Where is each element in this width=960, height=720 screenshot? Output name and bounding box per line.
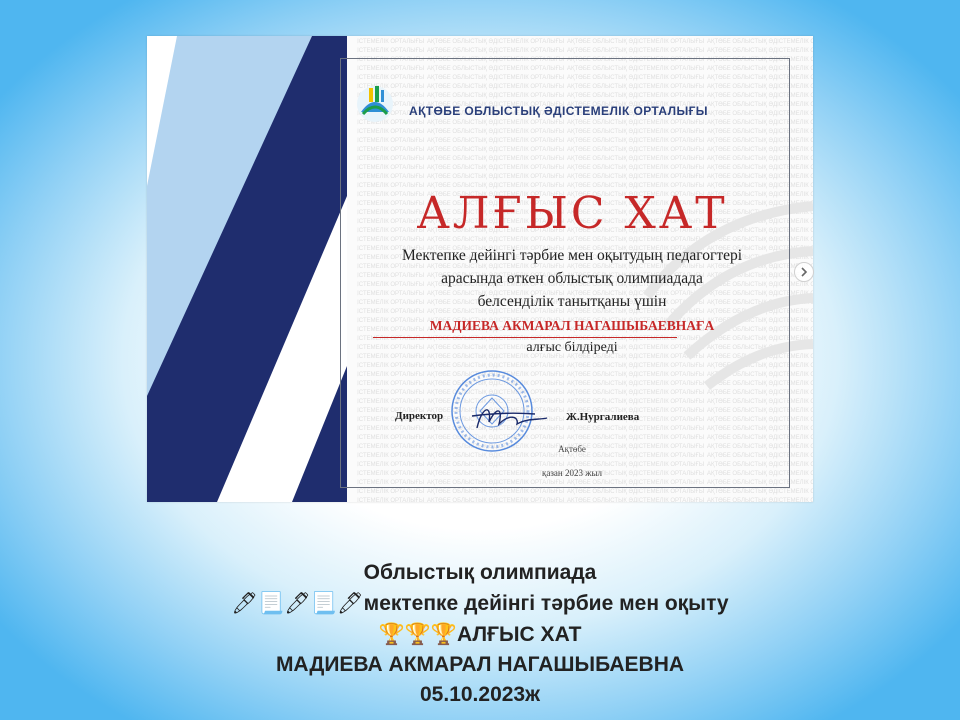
recipient-name: МАДИЕВА АКМАРАЛ НАГАШЫБАЕВНАҒА bbox=[429, 318, 715, 333]
trophy-icons: 🏆🏆🏆 bbox=[378, 622, 457, 646]
pen-scroll-icons: 🖊📃🖊📃🖊 bbox=[231, 591, 364, 615]
city-text: Ақтөбе bbox=[558, 444, 586, 454]
chevron-right-icon bbox=[799, 267, 809, 277]
caption-line-3 bbox=[0, 619, 960, 650]
next-slide-button[interactable] bbox=[794, 262, 814, 282]
reason-line-2: арасында өткен облыстық олимпиадада bbox=[441, 270, 703, 287]
organization-name: АҚТӨБЕ ОБЛЫСТЫҚ ӘДІСТЕМЕЛІК ОРТАЛЫҒЫ bbox=[409, 104, 708, 118]
reason-line-3: белсенділік танытқаны үшін bbox=[477, 293, 667, 310]
certificate-image bbox=[147, 36, 813, 502]
thanks-text: алғыс білдіреді bbox=[526, 340, 618, 355]
caption-line-2-text: мектепке дейінгі тәрбие мен оқыту bbox=[363, 592, 729, 615]
issue-date: қазан 2023 жыл bbox=[542, 468, 602, 478]
caption-line-3-text: АЛҒЫС ХАТ bbox=[456, 623, 582, 646]
director-name: Ж.Нургалиева bbox=[566, 411, 640, 423]
caption-block bbox=[0, 558, 960, 710]
caption-line-1: Облыстық олимпиада bbox=[363, 561, 597, 584]
director-label: Директор bbox=[395, 410, 444, 422]
caption-line-5: 05.10.2023ж bbox=[420, 683, 540, 706]
recipient-underline bbox=[373, 337, 677, 338]
certificate-title: АЛҒЫС ХАТ bbox=[416, 188, 728, 239]
caption-line-4: МАДИЕВА АКМАРАЛ НАГАШЫБАЕВНА bbox=[275, 653, 685, 676]
caption-line-2 bbox=[0, 588, 960, 619]
reason-line-1: Мектепке дейінгі тәрбие мен оқытудың педагогтері bbox=[401, 247, 743, 264]
